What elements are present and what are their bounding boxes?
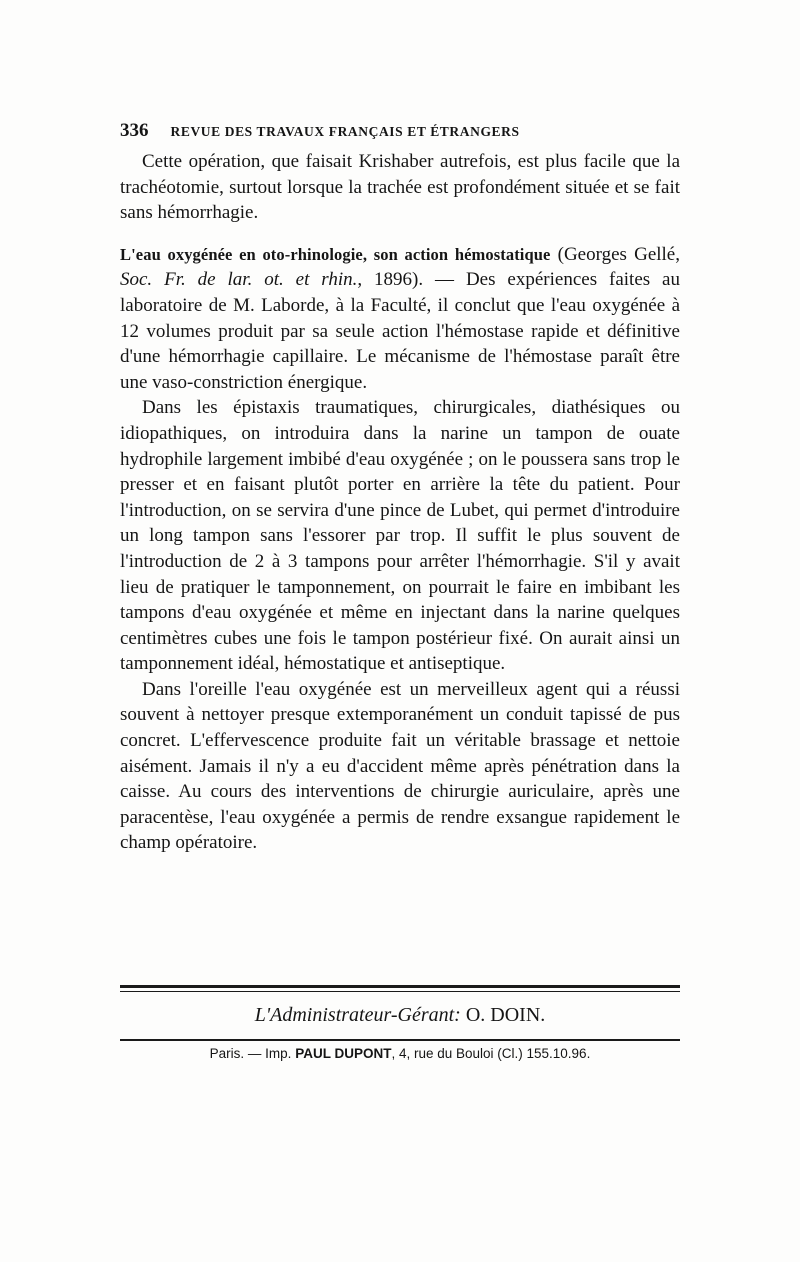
paragraph-intro: Cette opération, que faisait Krishaber autrefois, est plus facile que la trachéotomie, surtout lorsque la trachée est profondément située et se fait sans hémorrhagie.	[120, 151, 680, 224]
paragraph-epistaxis: Dans les épistaxis traumatiques, chirurgicales, diathésiques ou idiopathiques, on introduira dans la narine un tampon de ouate hydrophile largement imbibé d'eau oxygénée ; on le poussera sans trop le presser et en faisant plutôt porter en arrière la tête du patient. Pour l'introduction, on se servira d'une pince de Lubet, qui permet d'introduire un long tampon sans l'essorer par trop. Il suffit le plus souvent de l'introduction de 2 à 3 tampons pour arrêter l'hémorrhagie. S'il y avait lieu de pratiquer le tamponnement, on pourrait le faire en imbibant les tampons d'eau oxygénée et même en injectant dans la narine quelques centimètres cubes une fois le tampon postérieur fixé. On aurait ainsi un tamponnement idéal, hémostatique et antiseptique.	[120, 397, 680, 675]
page-number: 336	[120, 120, 149, 141]
gerant-name: O. DOIN.	[460, 1004, 546, 1026]
paragraph-article-heading	[120, 242, 680, 396]
journal-reference: Soc. Fr. de lar. ot. et rhin.	[120, 269, 358, 291]
page-header	[120, 118, 680, 144]
reference-rest: , 1896). — Des expériences faites au laboratoire de M. Laborde, à la Faculté, il conclut que l'eau oxygénée à 12 volumes produit par sa seule action l'hémostase rapide et définitive d'une hémorrhagie capillaire. Le mécanisme de l'hémostase paraît être une vaso-constriction énergique.	[120, 269, 680, 393]
running-title: REVUE DES TRAVAUX FRANÇAIS ET ÉTRANGERS	[170, 124, 520, 139]
printer-name: PAUL DUPONT	[295, 1046, 392, 1061]
gerant-label: L'Administrateur-Gérant:	[254, 1004, 461, 1026]
imprint-end: , 4, rue du Bouloi (Cl.) 155.10.96.	[391, 1046, 591, 1061]
article-title: L'eau oxygénée en oto-rhinologie, son action hémostatique	[120, 244, 551, 264]
article-body	[120, 149, 680, 856]
paragraph-oreille: Dans l'oreille l'eau oxygénée est un merveilleux agent qui a réussi souvent à nettoyer presque extemporanément un conduit tapissé de pus concret. L'effervescence produite fait un véritable brassage et nettoie aisément. Jamais il n'y a eu d'accident même après pénétration dans la caisse. Au cours des interventions de chirurgie auriculaire, après une paracentèse, l'eau oxygénée a permis de rendre exsangue rapidement le champ opératoire.	[120, 678, 680, 854]
administrateur-gerant	[120, 1000, 680, 1030]
reference-start: (Georges Gellé,	[550, 243, 680, 265]
imprint-start: Paris. — Imp.	[209, 1046, 296, 1061]
footer-rule-thin	[120, 1039, 680, 1041]
footer-rule-double	[120, 991, 680, 992]
printer-imprint	[120, 1043, 680, 1065]
footer-rule-thick	[120, 985, 680, 988]
